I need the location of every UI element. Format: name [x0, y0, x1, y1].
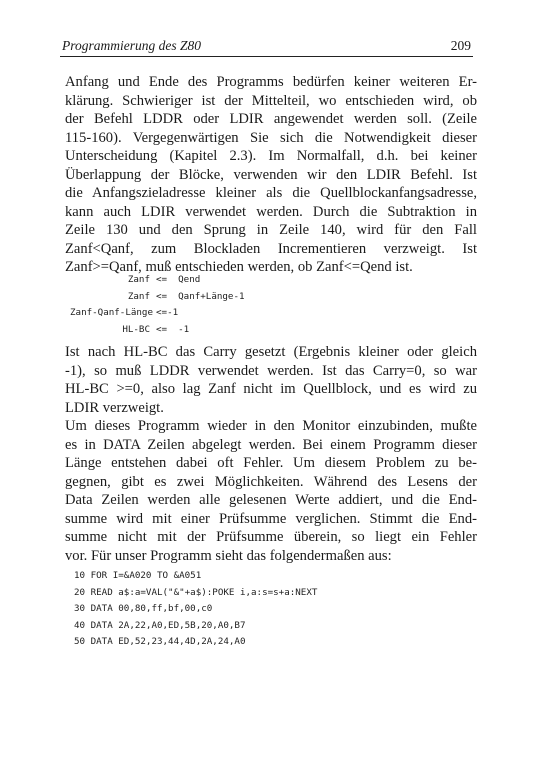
text-line: -1), so muß LDDR verwendet werden. Ist das Carry=0, so war: [65, 362, 477, 379]
condition-lhs: HL-BC: [122, 323, 150, 335]
text-line: Um dieses Programm wieder in den Monitor einzubinden, mußte: [65, 418, 477, 434]
text-line: Ist nach HL-BC das Carry gesetzt (Ergebnis kleiner oder gleich: [65, 344, 477, 360]
text-line: Zeile 130 und den Sprung in Zeile 140, wird für den Fall: [65, 222, 477, 238]
text-line: kann auch LDIR verwendet werden. Durch die Subtraktion in: [65, 203, 477, 220]
code-line: 20 READ a$:a=VAL("&"+a$):POKE i,a:s=s+a:NEXT: [74, 586, 318, 598]
basic-listing: [74, 568, 317, 651]
text-line: summe wird mit einer Prüfsumme verglichen. Stimmt die End-: [65, 510, 477, 527]
text-line: LDIR verzweigt.: [65, 399, 164, 416]
code-line: 10 FOR I=&A020 TO &A051: [74, 570, 202, 581]
text-line: summe nicht mit der Prüfsumme überein, so liegt ein Fehler: [65, 529, 477, 545]
text-line: gegnen, gibt es zwei Möglichkeiten. Während des Lesens der: [65, 473, 477, 490]
condition-rhs: <= Qend: [156, 274, 201, 285]
condition-row: [70, 272, 245, 289]
code-line: 30 DATA 00,80,ff,bf,00,c0: [74, 603, 213, 614]
condition-row: [70, 305, 245, 322]
text-line: Data Zeilen werden alle gelesenen Werte addiert, und die End-: [65, 492, 477, 508]
text-line: Länge entstehen dabei oft Fehler. Um diesem Problem zu be-: [65, 455, 477, 471]
text-line: Zanf<Qanf, zum Blockladen Incrementieren verzweigt. Ist: [65, 240, 477, 257]
paragraph-2: [65, 343, 477, 565]
paragraph-1: [65, 73, 477, 277]
condition-rhs: <=-1: [156, 307, 179, 318]
condition-row: [70, 322, 245, 339]
text-line: es in DATA Zeilen abgelegt werden. Bei einem Programm dieser: [65, 436, 477, 453]
condition-lhs: Zanf: [127, 290, 150, 302]
code-line: 50 DATA ED,52,23,44,4D,2A,24,A0: [74, 636, 246, 647]
text-line: HL-BC >=0, also lag Zanf nicht im Quellblock, und es wird zu: [65, 381, 477, 397]
text-line: Überlappung der Blöcke, verwenden wir den LDIR Befehl. Ist: [65, 166, 477, 183]
text-line: die Anfangszieladresse kleiner als die Quellblockanfangsadresse,: [65, 185, 477, 201]
text-line: der Befehl LDDR oder LDIR angewendet werden soll. (Zeile: [65, 111, 477, 127]
code-line: 40 DATA 2A,22,A0,ED,5B,20,A0,B7: [74, 619, 246, 631]
condition-lhs: Zanf-Qanf-Länge: [70, 307, 153, 318]
running-header: [60, 36, 473, 57]
condition-block: [70, 272, 245, 338]
text-line: klärung. Schwieriger ist der Mittelteil, wo entschieden wird, ob: [65, 92, 477, 109]
condition-rhs: <= -1: [156, 323, 190, 335]
text-line: 115-160). Vergegenwärtigen Sie sich die Notwendigkeit dieser: [65, 129, 477, 146]
text-line: vor. Für unser Programm sieht das folgendermaßen aus:: [65, 547, 392, 564]
condition-rhs: <= Qanf+Länge-1: [156, 290, 245, 302]
text-line: Zanf>=Qanf, muß entschieden werden, ob Zanf<=Qend ist.: [65, 259, 413, 275]
condition-row: [70, 289, 245, 306]
condition-lhs: Zanf: [127, 274, 150, 285]
page-number: 209: [450, 38, 471, 53]
running-title: Programmierung des Z80: [62, 38, 202, 53]
text-line: Anfang und Ende des Programms bedürfen keiner weiteren Er-: [65, 74, 477, 90]
text-line: Unterscheidung (Kapitel 2.3). Im Normalfall, d.h. bei keiner: [65, 148, 477, 164]
